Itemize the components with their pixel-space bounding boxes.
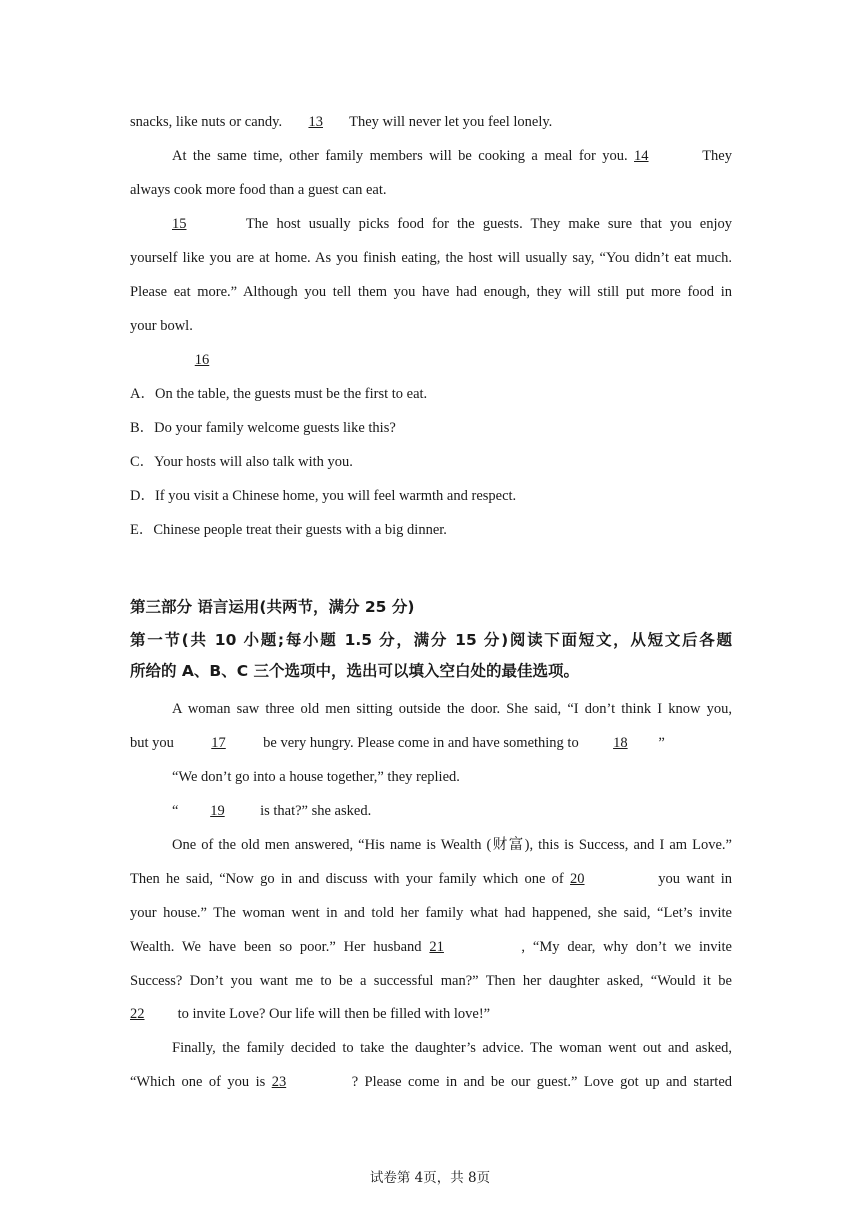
- paragraph-line: snacks, like nuts or candy. 13 They will never let you feel lonely.: [130, 114, 553, 130]
- blank-21: 21: [429, 939, 444, 955]
- subsection-heading: 第一节(共 10 小题;每小题 1.5 分，满分 15 分)阅读下面短文，从短文后各题: [130, 631, 732, 649]
- passage-line: One of the old men answered, “His name is Wealth (财富), this is Success, and I am Love.”: [172, 837, 732, 853]
- passage-line: Success? Don’t you want me to be a successful man?” Then her daughter asked, “Would it be: [130, 973, 732, 989]
- passage-line: Finally, the family decided to take the daughter’s advice. The woman went out and asked,: [172, 1040, 732, 1056]
- passage-line: 22 to invite Love? Our life will then be filled with love!”: [130, 1006, 491, 1022]
- option-c: C．Your hosts will also talk with you.: [130, 454, 353, 470]
- blank-18: 18: [613, 735, 628, 751]
- paragraph-line: yourself like you are at home. As you finish eating, the host will usually say, “You didn’t eat much.: [130, 250, 732, 266]
- paragraph-line: your bowl.: [130, 318, 193, 334]
- option-d: D．If you visit a Chinese home, you will feel warmth and respect.: [130, 488, 517, 504]
- paragraph-line: At the same time, other family members will be cooking a meal for you. 14 They: [172, 148, 732, 164]
- subsection-heading-cont: 所给的 A、B、C 三个选项中，选出可以填入空白处的最佳选项。: [130, 662, 579, 680]
- passage-line: A woman saw three old men sitting outside the door. She said, “I don’t think I know you,: [172, 701, 732, 717]
- option-e: E．Chinese people treat their guests with a big dinner.: [130, 522, 447, 538]
- blank-19: 19: [210, 803, 225, 819]
- blank-13: 13: [308, 114, 323, 130]
- paragraph-line: 15 The host usually picks food for the guests. They make sure that you enjoy: [172, 216, 732, 232]
- passage-line: “ 19 is that?” she asked.: [172, 803, 372, 819]
- option-b: B．Do your family welcome guests like this?: [130, 420, 396, 436]
- passage-line: “We don’t go into a house together,” they replied.: [172, 769, 460, 785]
- section-heading: 第三部分 语言运用(共两节，满分 25 分): [130, 598, 415, 616]
- passage-line: your house.” The woman went in and told her family what had happened, she said, “Let’s invite: [130, 905, 732, 921]
- passage-line: “Which one of you is 23 ? Please come in and be our guest.” Love got up and started: [130, 1074, 733, 1090]
- page-footer: 试卷第 4页，共 8页: [369, 1170, 491, 1186]
- paragraph-line: [172, 350, 732, 370]
- blank-20: 20: [570, 871, 585, 887]
- blank-22: 22: [130, 1006, 145, 1022]
- blank-23: 23: [271, 1074, 287, 1090]
- blank-16: 16: [194, 352, 210, 368]
- passage-line: but you 17 be very hungry. Please come in and have something to 18 ”: [130, 735, 665, 751]
- blank-17: 17: [211, 735, 226, 751]
- blank-14: 14: [634, 148, 649, 164]
- passage-line: Then he said, “Now go in and discuss with your family which one of 20 you want in: [130, 871, 733, 887]
- paragraph-line: Please eat more.” Although you tell them you have had enough, they will still put more food in: [130, 284, 732, 300]
- option-a: A．On the table, the guests must be the first to eat.: [130, 386, 428, 402]
- blank-15: 15: [172, 216, 187, 232]
- passage-line: Wealth. We have been so poor.” Her husband 21 , “My dear, why don’t we invite: [130, 939, 732, 955]
- paragraph-line: always cook more food than a guest can eat.: [130, 182, 387, 198]
